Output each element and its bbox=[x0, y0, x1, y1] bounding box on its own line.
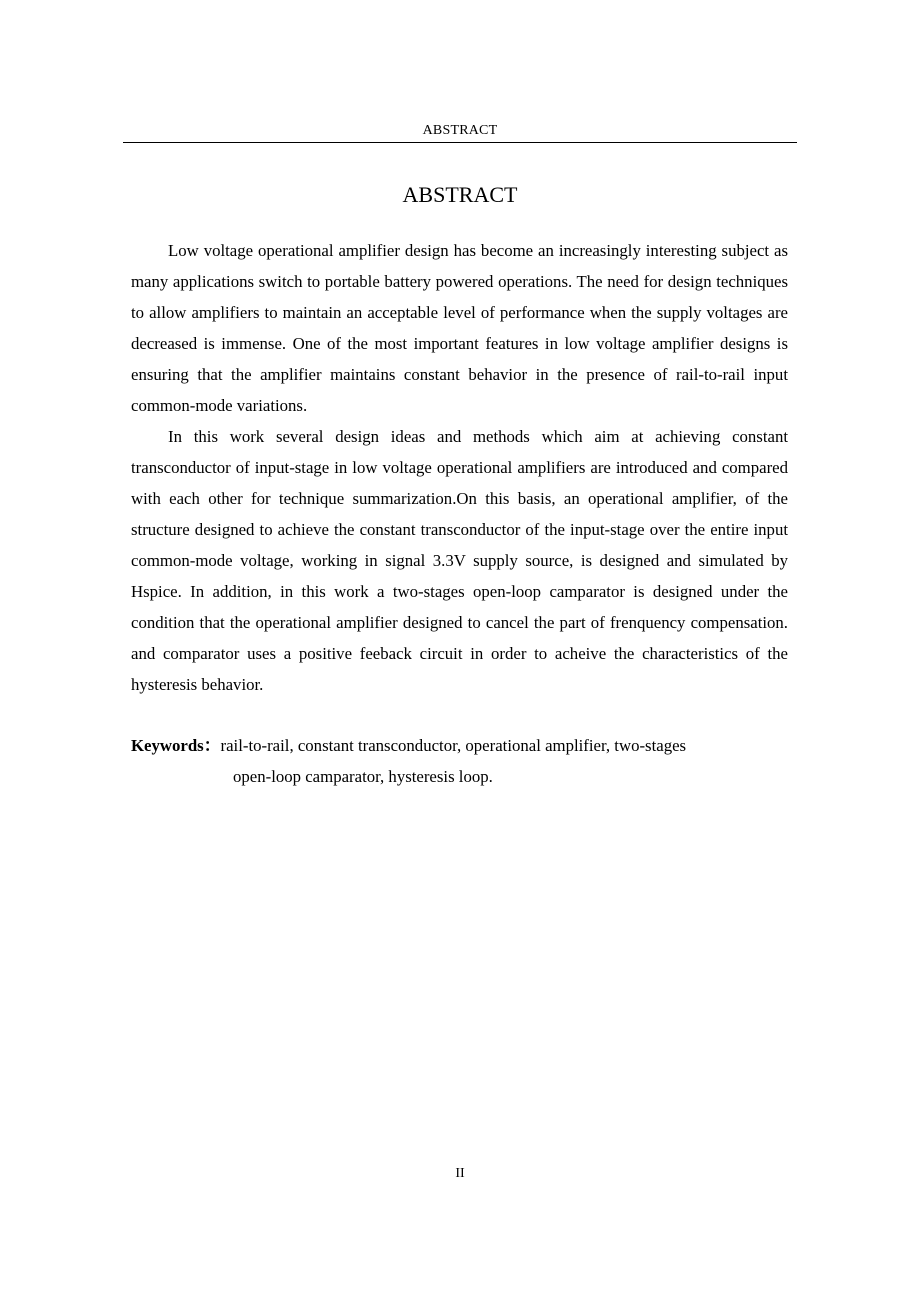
header-divider bbox=[123, 142, 797, 143]
running-header: ABSTRACT bbox=[422, 123, 498, 138]
keywords-text-1: rail-to-rail, constant transconductor, operational amplifier, two-stages bbox=[220, 736, 687, 755]
abstract-paragraph-1: Low voltage operational amplifier design has become an increasingly interesting subject as many applications switch to portable battery powered operations. The need for design techniques to allow amplifiers to maintain an acceptable level of performance when the supply voltages are decreased is immense. One of the most important features in low voltage amplifier designs is ensuring that the amplifier maintains constant behavior in the presence of rail-to-rail input common-mode variations. bbox=[131, 241, 788, 415]
page-title: ABSTRACT bbox=[402, 182, 518, 207]
page-number: II bbox=[455, 1166, 465, 1181]
keywords-block bbox=[131, 730, 791, 792]
keywords-line-2: open-loop camparator, hysteresis loop. bbox=[233, 767, 493, 786]
keywords-label: Keywords： bbox=[131, 736, 221, 755]
abstract-body bbox=[131, 235, 788, 700]
abstract-paragraph-2: In this work several design ideas and methods which aim at achieving constant transconductor of input-stage in low voltage operational amplifiers are introduced and compared with each other for technique summarization.On this basis, an operational amplifier, of the structure designed to achieve the constant transconductor of the input-stage over the entire input common-mode voltage, working in signal 3.3V supply source, is designed and simulated by Hspice. In addition, in this work a two-stages open-loop camparator is designed under the condition that the operational amplifier designed to cancel the part of frenquency compensation. and comparator uses a positive feeback circuit in order to acheive the characteristics of the hysteresis behavior. bbox=[131, 427, 788, 694]
keywords-line-1 bbox=[131, 730, 791, 761]
